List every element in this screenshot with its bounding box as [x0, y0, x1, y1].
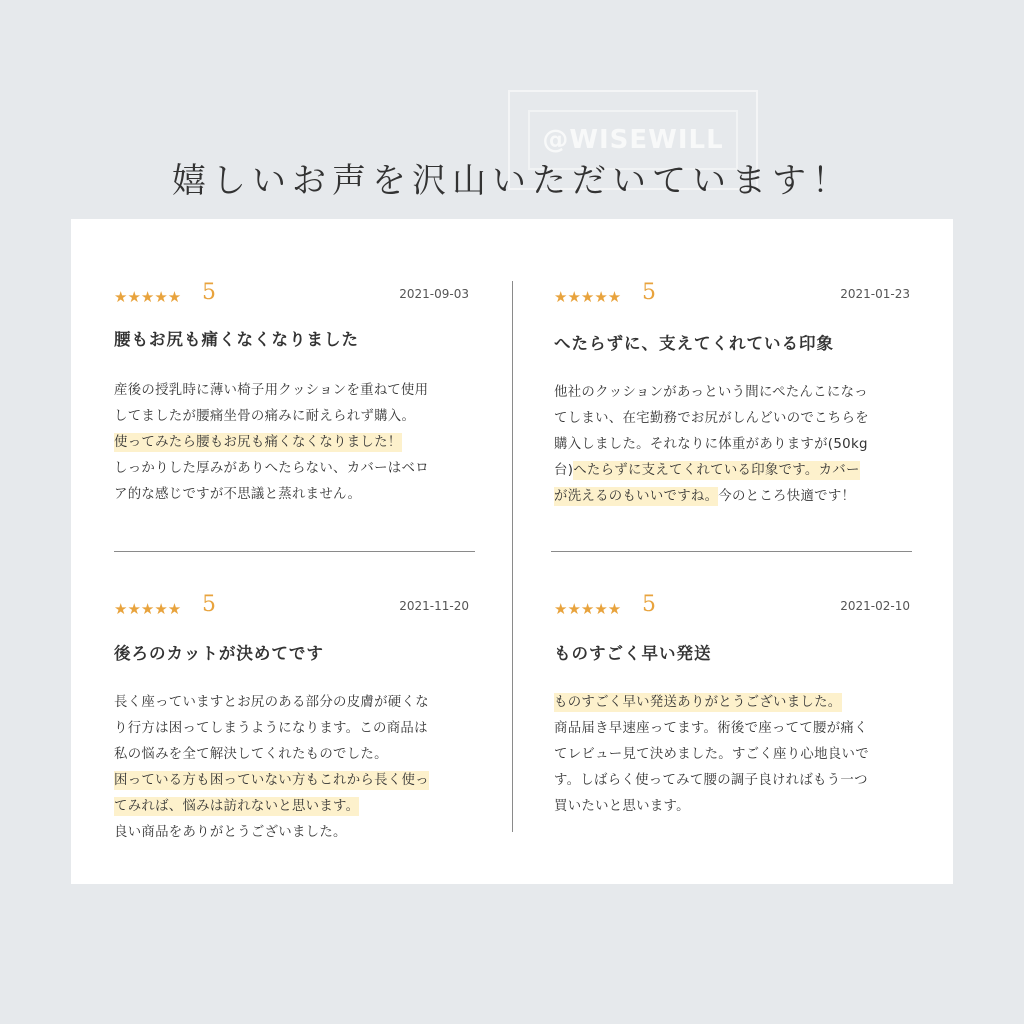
review-line: 商品届き早速座ってます。術後で座ってて腰が痛く — [554, 721, 868, 736]
page-title: 嬉しいお声を沢山いただいています！ — [172, 161, 852, 201]
review-card — [554, 280, 910, 510]
review-line: ア的な感じですが不思議と蒸れません。 — [114, 487, 362, 502]
review-body — [554, 380, 910, 510]
review-header — [114, 280, 469, 310]
review-score: 5 — [202, 280, 216, 305]
review-title: 腰もお尻も痛くなくなりました — [114, 330, 359, 349]
review-body — [114, 378, 469, 508]
star-rating-icon: ★★★★★ — [554, 288, 622, 306]
review-line: り行方は困ってしまうようになります。この商品は — [114, 721, 428, 736]
review-line: 買いたいと思います。 — [554, 799, 690, 814]
review-line: てしまい、在宅勤務でお尻がしんどいのでこちらを — [554, 411, 869, 426]
watermark-text: @WISEWILL — [528, 110, 738, 170]
review-line: 長く座っていますとお尻のある部分の皮膚が硬くな — [114, 695, 429, 710]
star-rating-icon: ★★★★★ — [114, 288, 182, 306]
review-card — [554, 592, 910, 820]
review-card — [114, 280, 469, 508]
review-score: 5 — [642, 592, 656, 617]
review-date: 2021-01-23 — [840, 287, 910, 301]
review-date: 2021-09-03 — [399, 287, 469, 301]
review-title: 後ろのカットが決めてです — [114, 644, 324, 663]
review-score: 5 — [202, 592, 216, 617]
row-divider-right — [551, 551, 912, 552]
review-line: 他社のクッションがあっという間にぺたんこになっ — [554, 385, 868, 400]
review-line: てレビュー見て決めました。すごく座り心地良いで — [554, 747, 869, 762]
review-line: 良い商品をありがとうございました。 — [114, 825, 347, 840]
review-line-highlighted: 困っている方も困っていない方もこれから長く使っ — [114, 773, 429, 788]
review-title: へたらずに、支えてくれている印象 — [554, 334, 834, 353]
review-line: してましたが腰痛坐骨の痛みに耐えられず購入。 — [114, 409, 416, 424]
review-line: 私の悩みを全て解決してくれたものでした。 — [114, 747, 388, 762]
row-divider-left — [114, 551, 475, 552]
review-body — [114, 690, 469, 846]
review-card — [114, 592, 469, 846]
review-line-highlighted: てみれば、悩みは訪れないと思います。 — [114, 799, 360, 814]
star-rating-icon: ★★★★★ — [114, 600, 182, 618]
star-rating-icon: ★★★★★ — [554, 600, 622, 618]
review-line-highlighted: 台)へたらずに支えてくれている印象です。カバー — [554, 463, 860, 478]
review-header — [554, 280, 910, 310]
review-line: す。しばらく使ってみて腰の調子良ければもう一つ — [554, 773, 868, 788]
review-header — [114, 592, 469, 622]
column-divider — [512, 281, 513, 832]
review-title: ものすごく早い発送 — [554, 644, 712, 663]
review-score: 5 — [642, 280, 656, 305]
review-line: 購入しました。それなりに体重がありますが(50kg — [554, 437, 868, 452]
review-date: 2021-02-10 — [840, 599, 910, 613]
review-line: 産後の授乳時に薄い椅子用クッションを重ねて使用 — [114, 383, 429, 398]
review-header — [554, 592, 910, 622]
review-line-highlighted: 使ってみたら腰もお尻も痛くなくなりました！ — [114, 435, 402, 450]
review-date: 2021-11-20 — [399, 599, 469, 613]
review-body — [554, 690, 910, 820]
review-line-highlighted: ものすごく早い発送ありがとうございました。 — [554, 695, 842, 710]
review-line-highlighted: が洗えるのもいいですね。今のところ快適です！ — [554, 489, 856, 504]
review-line: しっかりした厚みがありへたらない、カバーはベロ — [114, 461, 429, 476]
